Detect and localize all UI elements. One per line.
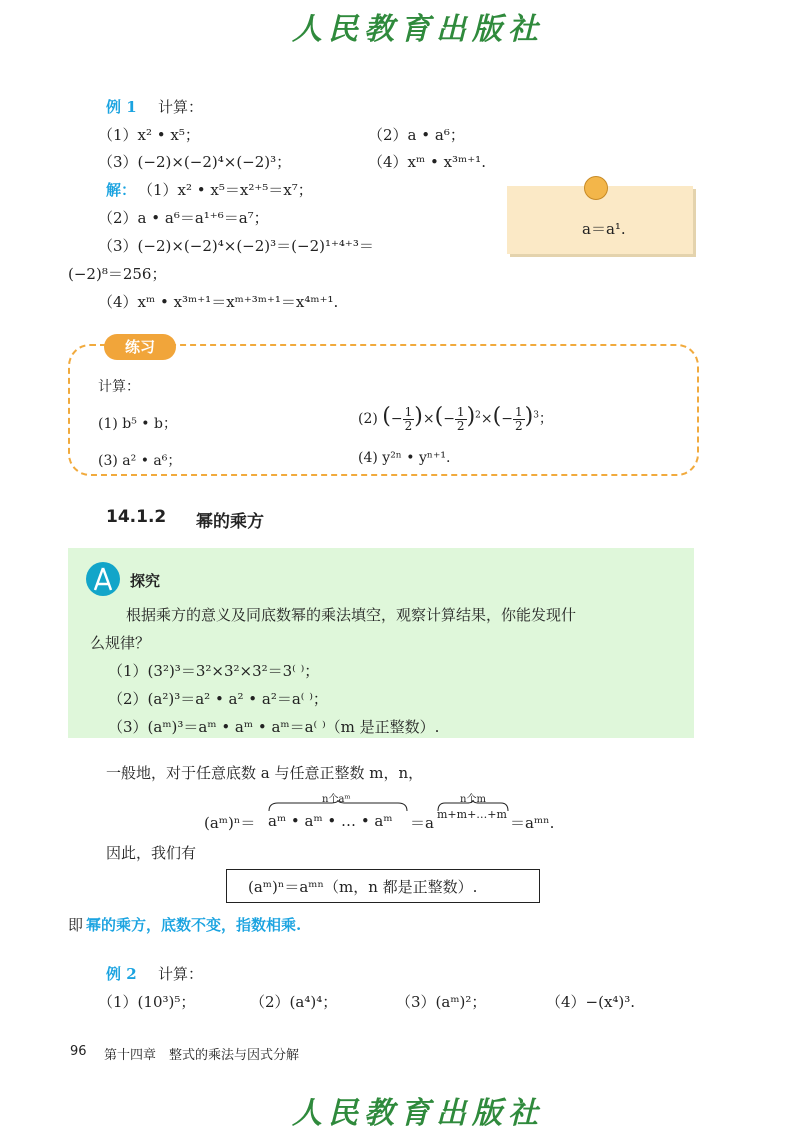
example-2-task: 计算： <box>158 965 204 983</box>
practice-2-prefix: (2) <box>358 411 378 427</box>
practice-tag: 练习 <box>104 334 176 360</box>
explore-title: 探究 <box>130 572 161 590</box>
explore-item-3: （3）(aᵐ)³＝aᵐ • aᵐ • aᵐ＝a⁽ ⁾（m 是正整数）. <box>108 718 440 736</box>
example-1-q1: （1）x² • x⁵； <box>98 126 200 144</box>
explore-item-2: （2）(a²)³＝a² • a² • a²＝a⁽ ⁾； <box>108 690 328 708</box>
example-1-task: 计算： <box>158 98 204 116</box>
solution-3: （3）(−2)×(−2)⁴×(−2)³＝(−2)¹⁺⁴⁺³＝ <box>98 237 374 255</box>
fraction-half: $\frac{1}{2}$ <box>404 404 413 433</box>
practice-3: (3) a² • a⁶； <box>98 453 182 469</box>
compass-icon <box>86 562 120 596</box>
explore-intro-1: 根据乘方的意义及同底数幂的乘法填空，观察计算结果，你能发现什 <box>126 606 577 624</box>
practice-task: 计算： <box>98 379 140 395</box>
publisher-logo-top: 人民教育出版社 <box>292 12 544 47</box>
formula-middle: aᵐ • aᵐ • … • aᵐ <box>268 812 393 830</box>
brace-label-1: n个aᵐ <box>322 794 351 805</box>
solution-3-cont: (−2)⁸＝256； <box>68 265 167 283</box>
power-rule: 幂的乘方，底数不变，指数相乘. <box>86 916 302 934</box>
section-number: 14.1.2 <box>106 507 167 527</box>
explore-item-1: （1）(3²)³＝3²×3²×3²＝3⁽ ⁾； <box>108 662 320 680</box>
brace-label-2: n个m <box>460 794 486 805</box>
solution-label: 解： <box>106 181 137 199</box>
chapter-title: 第十四章 整式的乘法与因式分解 <box>104 1048 300 1063</box>
solution-2: （2）a • a⁶＝a¹⁺⁶＝a⁷； <box>98 209 269 227</box>
example-1-label: 例 1 <box>106 98 137 116</box>
example-2-q1: （1）(10³)⁵； <box>98 993 196 1011</box>
example-1-q2: （2）a • a⁶； <box>368 126 465 144</box>
practice-2: (2) (− $\frac{1}{2}$ )×(− $\frac{1}{2}$ )$^2$×(− $\frac{1}{2}$ )$^3$； <box>358 404 553 433</box>
formula-lhs: (aᵐ)ⁿ＝ <box>204 814 256 832</box>
fraction-half: $\frac{1}{2}$ <box>456 404 465 433</box>
side-note-text: a＝a¹. <box>582 220 626 238</box>
page-number: 96 <box>70 1044 87 1059</box>
practice-1: (1) b⁵ • b； <box>98 416 177 432</box>
pin-icon <box>584 176 608 200</box>
formula-result: ＝aᵐⁿ. <box>510 814 555 832</box>
example-1-q4: （4）xᵐ • x³ᵐ⁺¹. <box>368 153 486 171</box>
therefore-text: 因此，我们有 <box>106 844 197 862</box>
example-2-q4: （4）−(x⁴)³. <box>546 993 636 1011</box>
general-statement: 一般地，对于任意底数 a 与任意正整数 m，n， <box>106 764 424 782</box>
example-2-q3: （3）(aᵐ)²； <box>396 993 487 1011</box>
solution-4: （4）xᵐ • x³ᵐ⁺¹＝xᵐ⁺³ᵐ⁺¹＝x⁴ᵐ⁺¹. <box>98 293 339 311</box>
explore-intro-2: 么规律？ <box>90 634 151 652</box>
solution-1: （1）x² • x⁵＝x²⁺⁵＝x⁷； <box>138 181 313 199</box>
publisher-logo-bottom: 人民教育出版社 <box>292 1096 544 1131</box>
brace-1 <box>268 800 408 812</box>
example-2-q2: （2）(a⁴)⁴； <box>250 993 338 1011</box>
rule-prefix: 即 <box>68 916 84 934</box>
example-2-label: 例 2 <box>106 965 137 983</box>
formula-equals: ＝a <box>410 814 434 832</box>
fraction-half: $\frac{1}{2}$ <box>514 404 523 433</box>
example-1-q3: （3）(−2)×(−2)⁴×(−2)³； <box>98 153 292 171</box>
explore-box <box>68 548 694 738</box>
formula-exponent: m+m+…+m <box>437 808 507 821</box>
section-title: 幂的乘方 <box>196 512 264 532</box>
boxed-formula: (aᵐ)ⁿ＝aᵐⁿ（m，n 都是正整数）. <box>248 878 478 896</box>
practice-4: (4) y²ⁿ • yⁿ⁺¹. <box>358 450 451 466</box>
